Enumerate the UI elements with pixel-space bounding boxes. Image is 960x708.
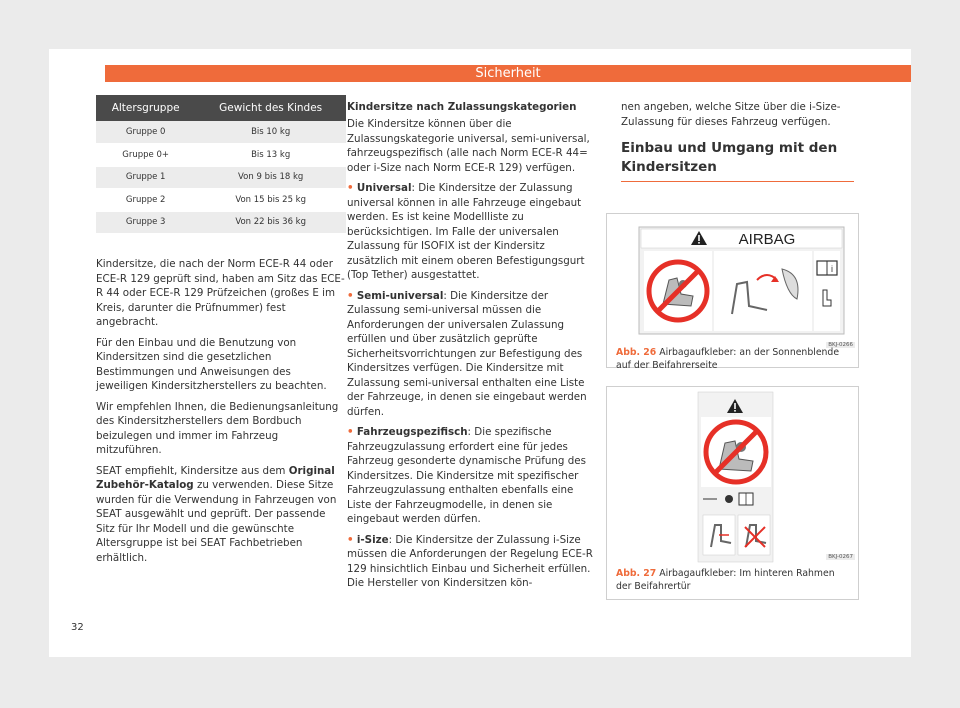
- bullet-item: [347, 181, 597, 283]
- bullet-icon: •: [347, 533, 354, 546]
- column-left: [96, 95, 346, 571]
- table-cell: Gruppe 0: [96, 121, 195, 144]
- manual-book-icon: [814, 251, 840, 331]
- figure-airbag-sticker-sunvisor: [606, 213, 859, 371]
- bullet-icon: •: [347, 426, 354, 438]
- table-row: [96, 166, 346, 189]
- manual-page: [49, 49, 911, 657]
- catalog-name: Original Zubehör-Katalog: [96, 464, 335, 491]
- bullet-term: Universal: [356, 182, 412, 194]
- airbag-sticker-illustration: [607, 214, 858, 338]
- bullet-item: [347, 533, 597, 591]
- bullet-term: i-Size: [356, 533, 389, 546]
- column-right: [621, 100, 859, 182]
- table-cell: Gruppe 2: [96, 189, 195, 212]
- table-header-cell: Altersgruppe: [96, 95, 195, 121]
- table-row: [96, 121, 346, 144]
- subheading: Kindersitze nach Zulassungskategorien: [347, 101, 577, 113]
- airbag-seat-diagram-icon: [714, 251, 812, 331]
- paragraph: nen angeben, welche Sitze über die i-Size-Zulassung für dieses Fahrzeug verfügen.: [621, 101, 841, 128]
- figure-number: Abb. 26: [616, 347, 657, 358]
- body-text-left: [96, 257, 346, 565]
- bullet-item: [347, 425, 597, 527]
- page-number: 32: [71, 622, 84, 633]
- figure-number: Abb. 27: [616, 568, 657, 579]
- column-middle: [347, 100, 597, 597]
- paragraph: Wir empfehlen Ihnen, die Bedienungsanleitung des Kindersitzherstellers dem Bordbuch beizulegen und immer im Fahrzeug mitzuführen.: [96, 400, 339, 456]
- paragraph: Kindersitze, die nach der Norm ECE-R 44 oder ECE-R 129 geprüft sind, haben am Sitz das ECE-R 44 oder ECE-R 129 Prüfzeichen (großes E im Kreis, darunter die Prüfnummer) fest angebracht.: [96, 258, 345, 328]
- bullet-text: : Die Kindersitze der Zulassung semi-universal müssen die Anforderungen der universalen Zulassung erfüllen und über zusätzlich geprüfte Sicherheitsvorrichtungen zur Befestigung des Kindersitzes verfügen. Die Kindersitze mit Zulassung semi-universal enthalten eine Liste der Fahrzeuge, in denen sie eingebaut werden dürfen.: [347, 289, 587, 418]
- sticker-airbag-text: AIRBAG: [738, 231, 796, 248]
- door-sticker-illustration: [607, 387, 858, 565]
- bullet-icon: •: [347, 289, 354, 302]
- bullet-text: : Die Kindersitze der Zulassung i-Size müssen die Anforderungen der Regelung ECE-R 129 hinsichtlich Einbau und Sicherheit erfüllen. Die Hersteller von Kindersitzen kön-: [347, 533, 593, 589]
- table-cell: Gruppe 3: [96, 211, 195, 234]
- svg-text:i: i: [831, 264, 833, 274]
- bullet-text: : Die spezifische Fahrzeugzulassung erfordert eine für jedes Fahrzeug gesonderte dynamische Prüfung des Kindersitzes. Die Kindersitze mit spezifischer Fahrzeugzulassung enthalten ebenfalls eine Liste der Fahrzeugmodelle, in denen sie eingebaut werden dürfen.: [347, 426, 586, 525]
- seat-position-allowed-icon: [703, 515, 735, 555]
- figure-caption-text: Airbagaufkleber: an der Sonnenblende auf der Beifahrerseite: [616, 347, 840, 371]
- bullet-text: : Die Kindersitze der Zulassung universal können in alle Fahrzeuge eingebaut werden. Es ist keine Modellliste zu berücksichtigen. Im Falle der universalen Zulassung für ISOFIX ist der Kindersitz zusätzlich mit einem oberen Befestigungsgurt (Top Tether) ausgestattet.: [347, 182, 585, 281]
- table-cell: Von 22 bis 36 kg: [195, 211, 346, 234]
- age-group-table: [96, 95, 346, 234]
- bullet-item: [347, 289, 597, 420]
- section-title: Einbau und Umgang mit den Kindersitzen: [621, 139, 854, 182]
- bullet-term: Semi-universal: [356, 289, 444, 302]
- prohibition-rear-facing-seat-icon: [701, 417, 771, 487]
- paragraph: [96, 464, 346, 566]
- table-row: [96, 211, 346, 234]
- figure-code: BKJ-0267: [828, 554, 853, 560]
- table-cell: Von 15 bis 25 kg: [195, 189, 346, 212]
- figure-caption-text: Airbagaufkleber: Im hinteren Rahmen der Beifahrertür: [616, 568, 835, 592]
- table-header-row: [96, 95, 346, 121]
- paragraph: Für den Einbau und die Benutzung von Kindersitzen sind die gesetzlichen Bestimmungen und Anweisungen des jeweiligen Kindersitzherstellers zu beachten.: [96, 336, 327, 392]
- table-row: [96, 189, 346, 212]
- bullet-icon: •: [347, 182, 354, 194]
- figure-airbag-sticker-door: [606, 386, 859, 600]
- figure-code: BKJ-0266: [828, 342, 853, 348]
- table-cell: Gruppe 1: [96, 166, 195, 189]
- figure-caption: [616, 347, 852, 372]
- table-cell: Von 9 bis 18 kg: [195, 166, 346, 189]
- section-header: Sicherheit: [105, 65, 911, 82]
- table-cell: Bis 10 kg: [195, 121, 346, 144]
- paragraph: Die Kindersitze können über die Zulassungskategorie universal, semi-universal, fahrzeugspezifisch (alle nach Norm ECE-R 44= oder i-Size nach Norm ECE-R 129) verfügen.: [347, 118, 590, 174]
- figure-caption: [616, 568, 852, 593]
- prohibition-rear-facing-seat-icon: [644, 251, 712, 331]
- seat-position-prohibited-icon: [738, 515, 770, 555]
- text-span: zu verwenden. Diese Sitze wurden für die Verwendung in Fahrzeugen von SEAT ausgewählt und geprüft. Der passende Sitz für Ihr Modell und die gewünschte Altersgruppe ist bei SEAT Fachbetrieben erhältlich.: [96, 479, 337, 564]
- table-cell: Bis 13 kg: [195, 144, 346, 167]
- table-header-cell: Gewicht des Kindes: [195, 95, 346, 121]
- table-row: [96, 144, 346, 167]
- table-cell: Gruppe 0+: [96, 144, 195, 167]
- text-span: SEAT empfiehlt, Kindersitze aus dem: [96, 464, 289, 477]
- bullet-term: Fahrzeugspezifisch: [356, 426, 468, 438]
